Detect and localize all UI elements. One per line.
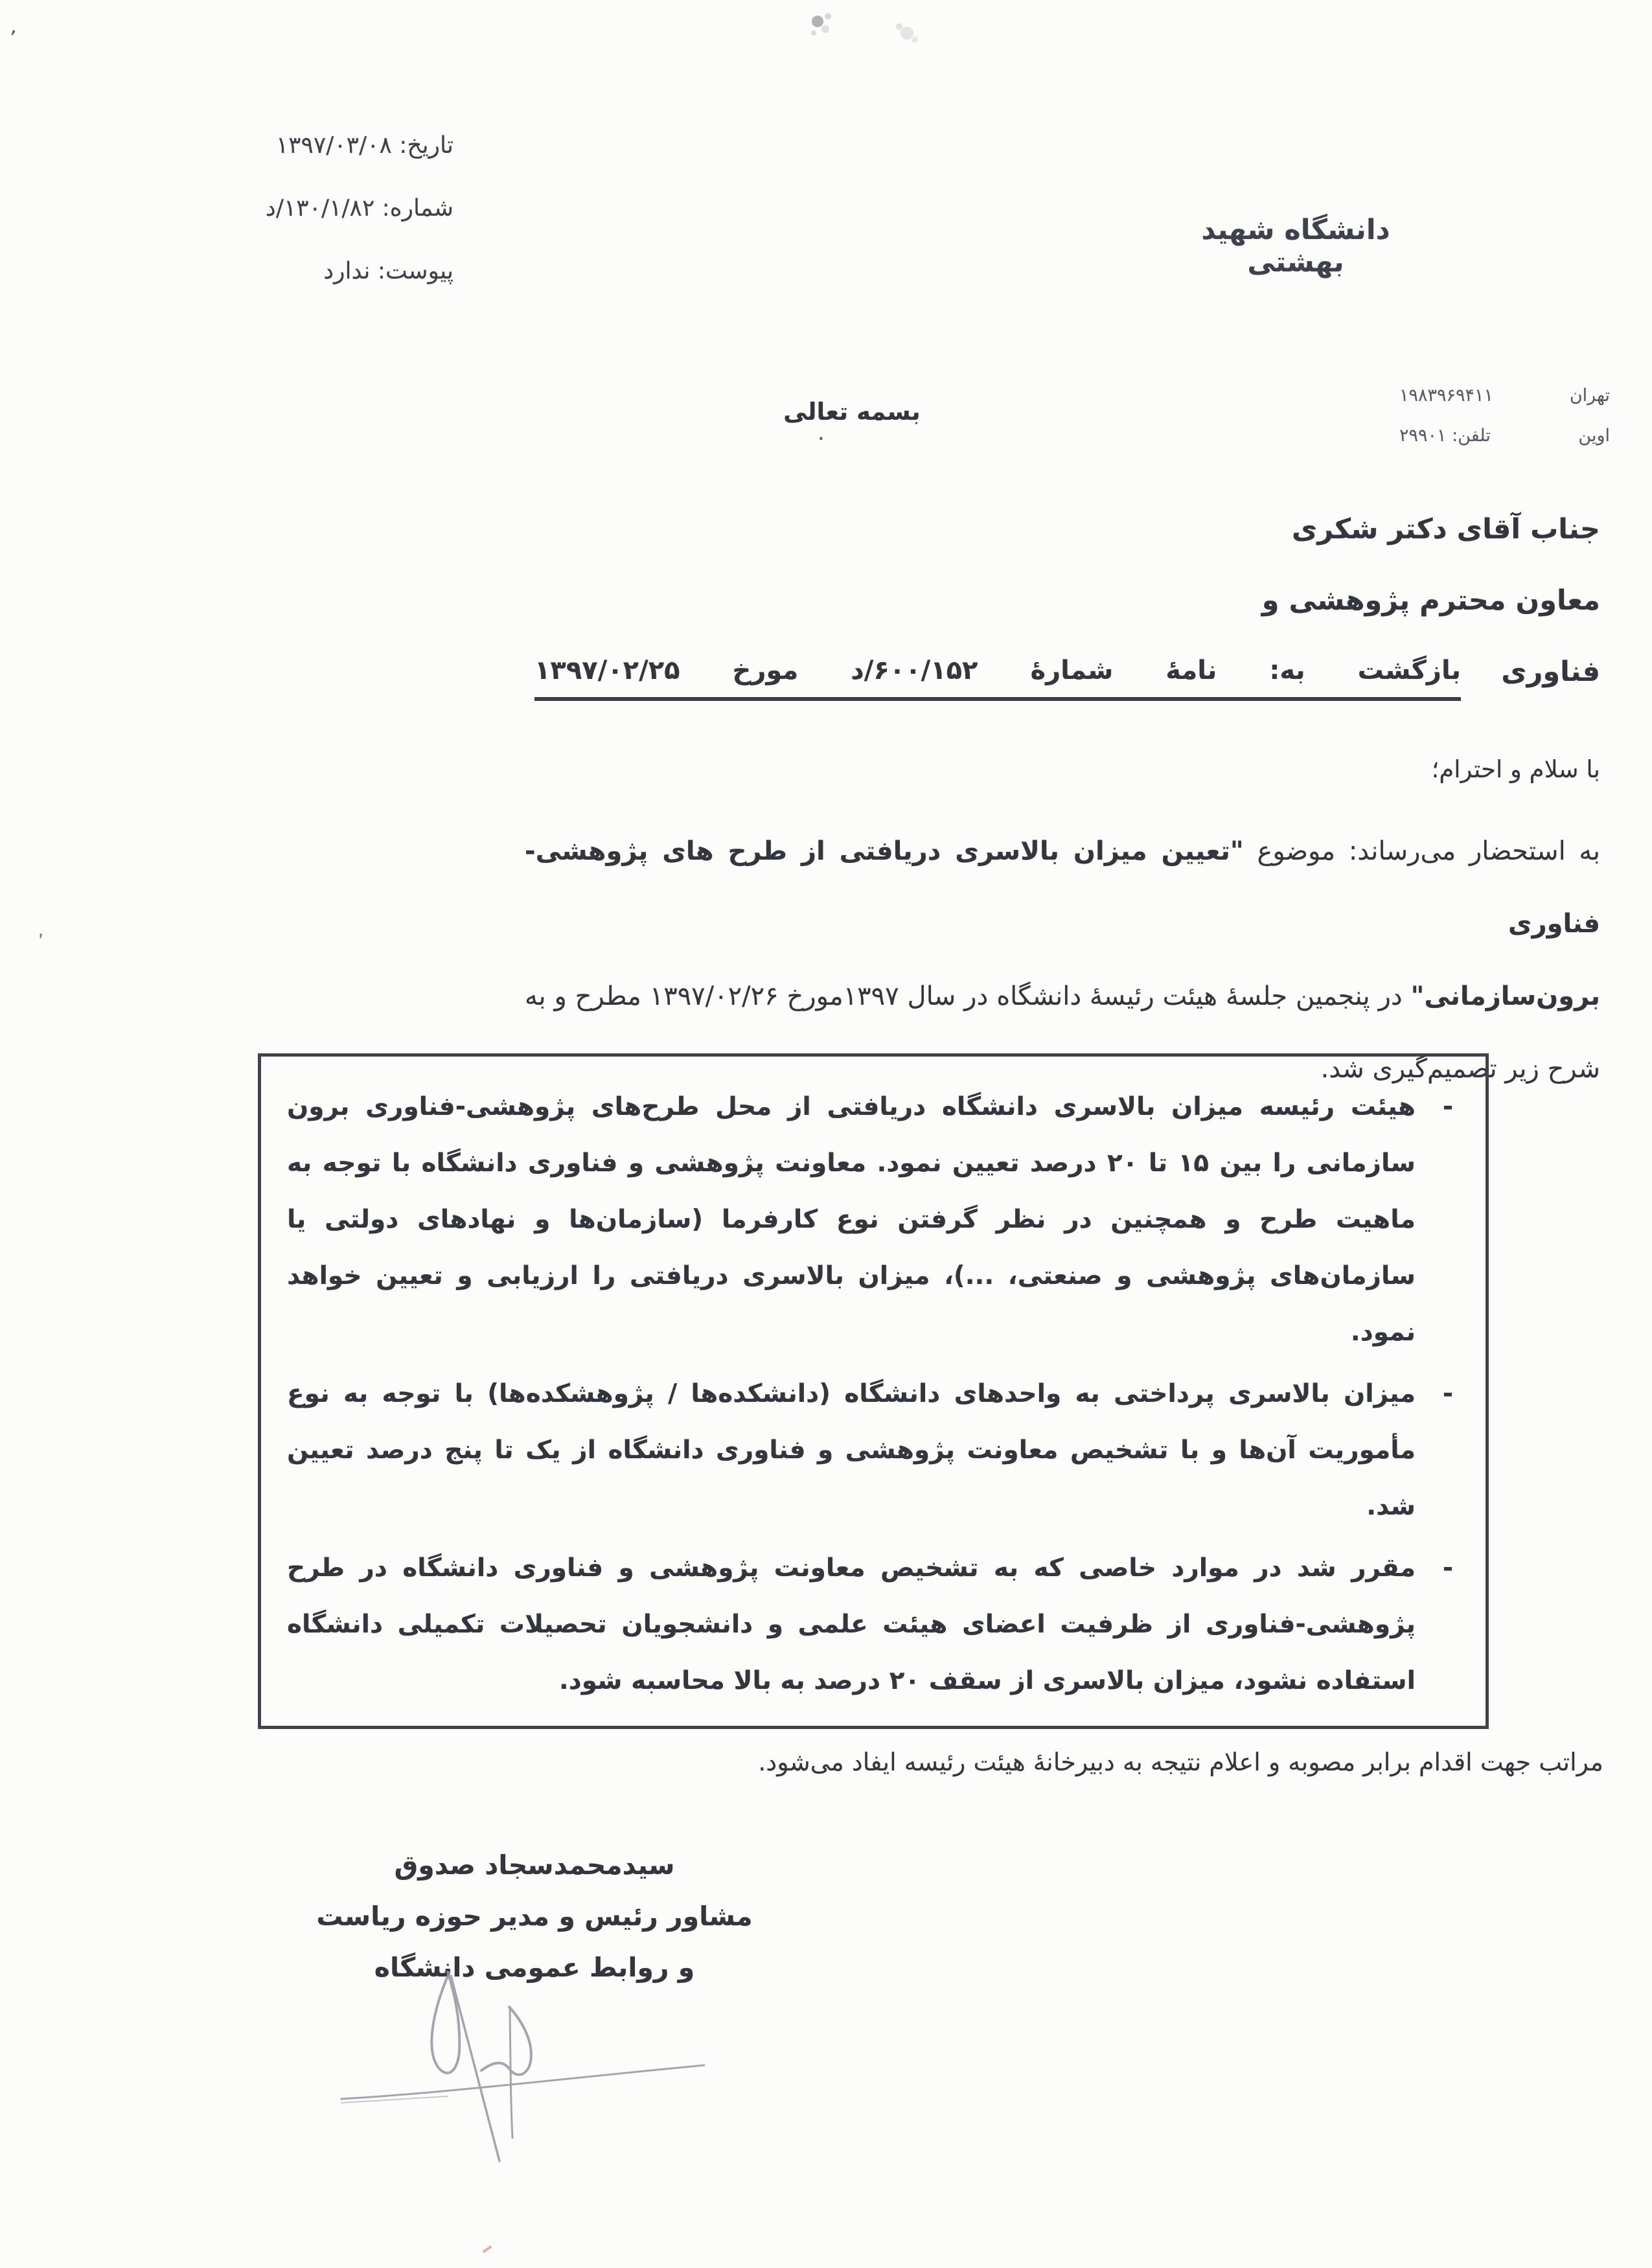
letter-meta-block: [194, 114, 453, 303]
resolution-item: [287, 1540, 1456, 1709]
resolutions-box: [258, 1053, 1489, 1729]
intro-line2-regular: در پنجمین جلسهٔ هیئت رئیسهٔ دانشگاه در سال ۱۳۹۷مورخ ۱۳۹۷/۰۲/۲۶ مطرح و به: [525, 981, 1411, 1011]
signatory-name: سیدمحمدسجاد صدوق: [394, 1850, 675, 1881]
intro-line1-bold: "تعیین میزان بالاسری دریافتی از طرح های پژوهشی-فناوری: [525, 836, 1600, 939]
intro-line-2: [525, 960, 1600, 1033]
scan-mark-top-left: ’: [7, 25, 17, 51]
bullet-dash: -: [1442, 1379, 1453, 1408]
letter-number: شماره: ۱۳۰/۱/۸۲/د: [265, 195, 453, 222]
contact-block: [1399, 376, 1610, 456]
contact-city: تهران: [1569, 385, 1610, 406]
bullet-dash: -: [1442, 1553, 1453, 1583]
scan-dot-artifact: .: [818, 420, 825, 446]
university-name: دانشگاه شهید بهشتی: [1201, 214, 1390, 279]
scan-mark-left-margin: ٬: [36, 930, 48, 954]
recipient-title: معاون محترم پژوهشی و فناوری: [1261, 584, 1600, 688]
contact-line-city: [1399, 376, 1610, 416]
salutation: با سلام و احترام؛: [1431, 755, 1600, 783]
recipient-name: جناب آقای دکتر شکری: [1291, 513, 1600, 545]
resolution-item: [287, 1079, 1456, 1360]
contact-line-phone: [1399, 416, 1610, 456]
intro-line-3: شرح زیر تصمیم‌گیری شد.: [1320, 1054, 1600, 1084]
resolution-text: مقرر شد در موارد خاصی که به تشخیص معاونت پژوهشی و فناوری دانشگاه در طرح پژوهشی-فناوری از ظرفیت اعضای هیئت علمی و دانشجویان تحصیلات تکمیلی دانشگاه استفاده نشود، میزان بالاسری از سقف ۲۰ درصد به بالا محاسبه شود.: [287, 1553, 1416, 1695]
scan-smudge-artifacts: [803, 3, 972, 55]
contact-phone: تلفن: ۲۹۹۰۱: [1399, 426, 1491, 446]
closing-line: مراتب جهت اقدام برابر مصوبه و اعلام نتیجه به دبیرخانهٔ هیئت رئیسه ایفاد می‌شود.: [758, 1748, 1603, 1776]
resolution-text: هیئت رئیسه میزان بالاسری دانشگاه دریافتی از محل طرح‌های پژوهشی-فناوری برون سازمانی را بین ۱۵ تا ۲۰ درصد تعیین نمود. معاونت پژوهشی و فناوری دانشگاه با توجه به ماهیت طرح و همچنین در نظر گرفتن نوع کارفرما (سازمان‌ها و نهادهای دولتی یا سازمان‌های پژوهشی و صنعتی، ...)، میزان بالاسری دریافتی را ارزیابی و تعیین خواهد نمود.: [287, 1092, 1416, 1347]
letter-attachment: پیوست: ندارد: [323, 258, 453, 284]
bullet-dash: -: [1442, 1092, 1453, 1121]
signatory-title-2: و روابط عمومی دانشگاه: [374, 1952, 695, 1983]
resolution-item: [287, 1366, 1456, 1535]
intro-line1-regular: به استحضار می‌رساند: موضوع: [1243, 836, 1601, 866]
signatory-title-1: مشاور رئیس و مدیر حوزه ریاست: [316, 1901, 753, 1932]
handwritten-signature: [321, 1962, 748, 2247]
intro-line-1: [525, 815, 1600, 960]
intro-line2-bold: برون‌سازمانی": [1410, 981, 1600, 1011]
contact-postal-code: ۱۹۸۳۹۶۹۴۱۱: [1399, 385, 1494, 406]
resolution-text: میزان بالاسری پرداختی به واحدهای دانشگاه (دانشکده‌ها / پژوهشکده‌ها) با توجه به نوع مأموریت آن‌ها و با تشخیص معاونت پژوهشی و فناوری دانشگاه از یک تا پنج درصد تعیین شد.: [287, 1379, 1416, 1521]
basmala: بسمه تعالی: [783, 398, 921, 426]
reference-line: بازگشت به: نامهٔ شمارهٔ ۶۰۰/۱۵۲/د مورخ ۱۳۹۷/۰۲/۲۵: [534, 656, 1461, 701]
contact-district: اوین: [1578, 426, 1610, 446]
letter-date: تاریخ: ۱۳۹۷/۰۳/۰۸: [275, 132, 453, 159]
